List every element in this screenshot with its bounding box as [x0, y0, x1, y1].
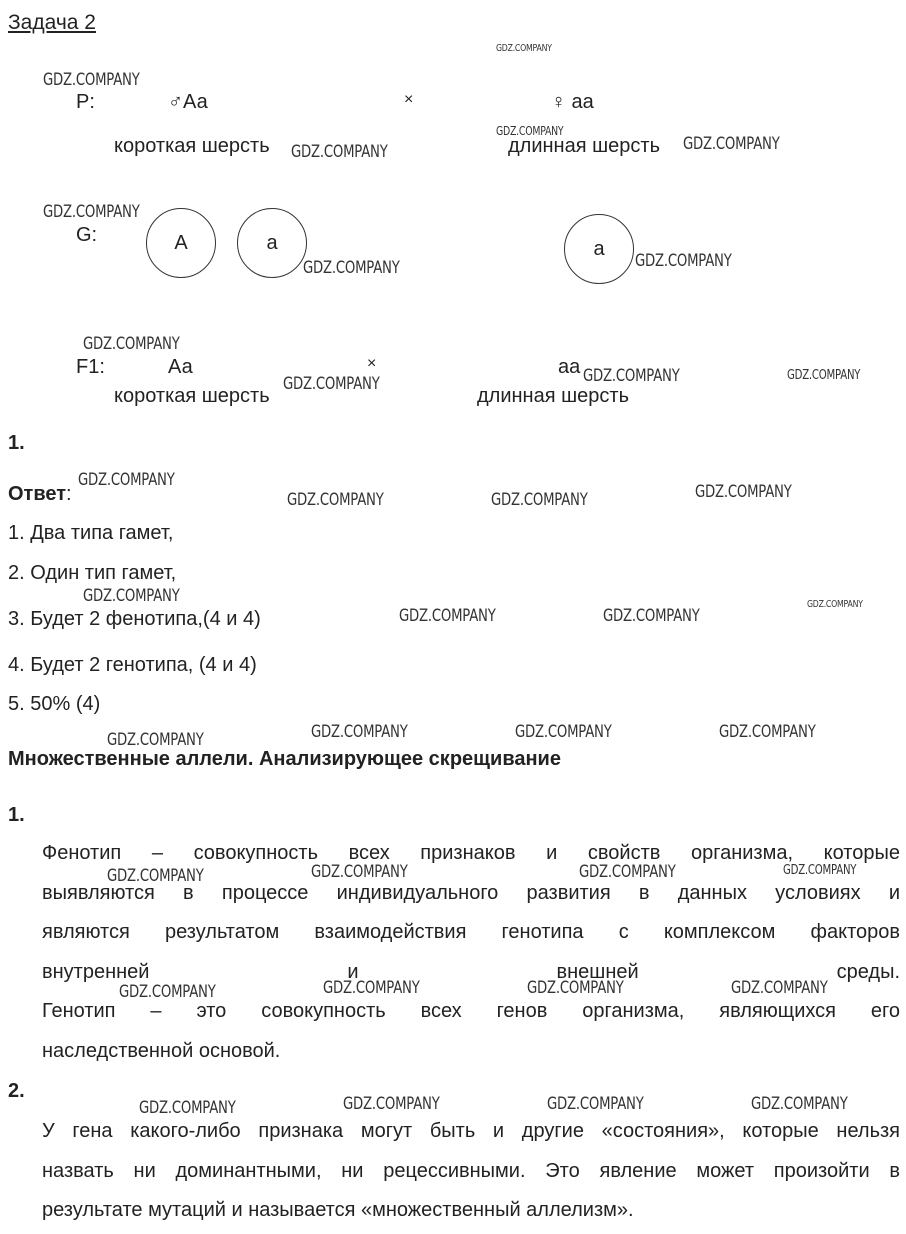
gamete-allele: а: [593, 237, 605, 260]
gamete-circle: [146, 208, 216, 278]
male-genotype: ♂Аа: [168, 91, 208, 113]
watermark: GDZ.COMPANY: [283, 374, 380, 394]
watermark: GDZ.COMPANY: [491, 490, 588, 510]
text-line: наследственной основой.: [42, 1039, 281, 1062]
watermark: GDZ.COMPANY: [83, 334, 180, 354]
watermark: GDZ.COMPANY: [515, 722, 612, 742]
watermark: GDZ.COMPANY: [496, 43, 552, 54]
watermark: GDZ.COMPANY: [291, 142, 388, 162]
watermark: GDZ.COMPANY: [807, 599, 863, 610]
watermark: GDZ.COMPANY: [119, 982, 216, 1002]
f1-trait-1: короткая шерсть: [114, 385, 270, 407]
watermark: GDZ.COMPANY: [547, 1094, 644, 1114]
watermark: GDZ.COMPANY: [579, 862, 676, 882]
watermark: GDZ.COMPANY: [139, 1098, 236, 1118]
answer-label-text: Ответ: [8, 483, 67, 505]
f1-cross-sign: ×: [367, 355, 377, 372]
answer-item: 2. Один тип гамет,: [8, 562, 177, 584]
text-line: являются результатом взаимодействия генотипа с комплексом факторов: [42, 921, 900, 943]
text-line: выявляются в процессе индивидуального развития в данных условиях и: [42, 881, 900, 904]
cross-sign: ×: [404, 91, 414, 108]
watermark: GDZ.COMPANY: [719, 722, 816, 742]
watermark: GDZ.COMPANY: [43, 70, 140, 90]
watermark: GDZ.COMPANY: [303, 258, 400, 278]
female-trait: длинная шерсть: [508, 135, 660, 157]
male-trait: короткая шерсть: [114, 135, 270, 157]
watermark: GDZ.COMPANY: [583, 366, 680, 386]
text-line: внутренней и внешней среды.: [42, 960, 900, 983]
section-number: 1.: [8, 432, 25, 454]
task-title: Задача 2: [8, 11, 96, 34]
watermark: GDZ.COMPANY: [496, 124, 564, 138]
watermark: GDZ.COMPANY: [343, 1094, 440, 1114]
watermark: GDZ.COMPANY: [323, 978, 420, 998]
watermark: GDZ.COMPANY: [683, 134, 780, 154]
watermark: GDZ.COMPANY: [783, 863, 857, 878]
q2-paragraph: [42, 1112, 900, 1231]
watermark: GDZ.COMPANY: [527, 978, 624, 998]
f1-genotype-1: Аа: [168, 356, 193, 378]
watermark: GDZ.COMPANY: [107, 730, 204, 750]
gamete-circle: [237, 208, 307, 278]
watermark: GDZ.COMPANY: [787, 368, 861, 383]
answer-item: 1. Два типа гамет,: [8, 522, 174, 544]
answer-label: [8, 484, 72, 504]
section-heading: Множественные аллели. Анализирующее скрещивание: [8, 748, 561, 770]
gamete-circle: [564, 214, 634, 284]
answer-item: 4. Будет 2 генотипа, (4 и 4): [8, 654, 257, 676]
question-number: 1.: [8, 804, 25, 826]
parents-label: P:: [76, 91, 95, 113]
watermark: GDZ.COMPANY: [311, 722, 408, 742]
watermark: GDZ.COMPANY: [731, 978, 828, 998]
answer-label-colon: :: [66, 483, 72, 505]
f1-label: F1:: [76, 356, 105, 378]
f1-trait-2: длинная шерсть: [477, 385, 629, 407]
question-number: 2.: [8, 1080, 25, 1102]
text-line: У гена какого-либо признака могут быть и другие «состояния», которые нельзя: [42, 1120, 900, 1142]
text-line: Генотип – это совокупность всех генов организма, являющихся его: [42, 1000, 900, 1022]
text-line: Фенотип – совокупность всех признаков и свойств организма, которые: [42, 842, 900, 864]
f1-genotype-2: аа: [558, 356, 581, 378]
gamete-allele: А: [174, 231, 188, 254]
gametes-label: G:: [76, 224, 98, 246]
watermark: GDZ.COMPANY: [83, 586, 180, 606]
watermark: GDZ.COMPANY: [43, 202, 140, 222]
watermark: GDZ.COMPANY: [78, 470, 175, 490]
watermark: GDZ.COMPANY: [287, 490, 384, 510]
watermark: GDZ.COMPANY: [399, 606, 496, 626]
watermark: GDZ.COMPANY: [107, 866, 204, 886]
watermark: GDZ.COMPANY: [751, 1094, 848, 1114]
answer-item: 5. 50% (4): [8, 693, 101, 715]
watermark: GDZ.COMPANY: [603, 606, 700, 626]
text-line: назвать ни доминантными, ни рецессивными. Это явление может произойти в: [42, 1159, 900, 1182]
gamete-allele: а: [266, 231, 278, 254]
watermark: GDZ.COMPANY: [311, 862, 408, 882]
watermark: GDZ.COMPANY: [695, 482, 792, 502]
answer-item: 3. Будет 2 фенотипа,(4 и 4): [8, 608, 261, 630]
watermark: GDZ.COMPANY: [635, 251, 732, 271]
text-line: результате мутаций и называется «множественный аллелизм».: [42, 1199, 634, 1221]
female-genotype: ♀ аа: [551, 91, 594, 113]
